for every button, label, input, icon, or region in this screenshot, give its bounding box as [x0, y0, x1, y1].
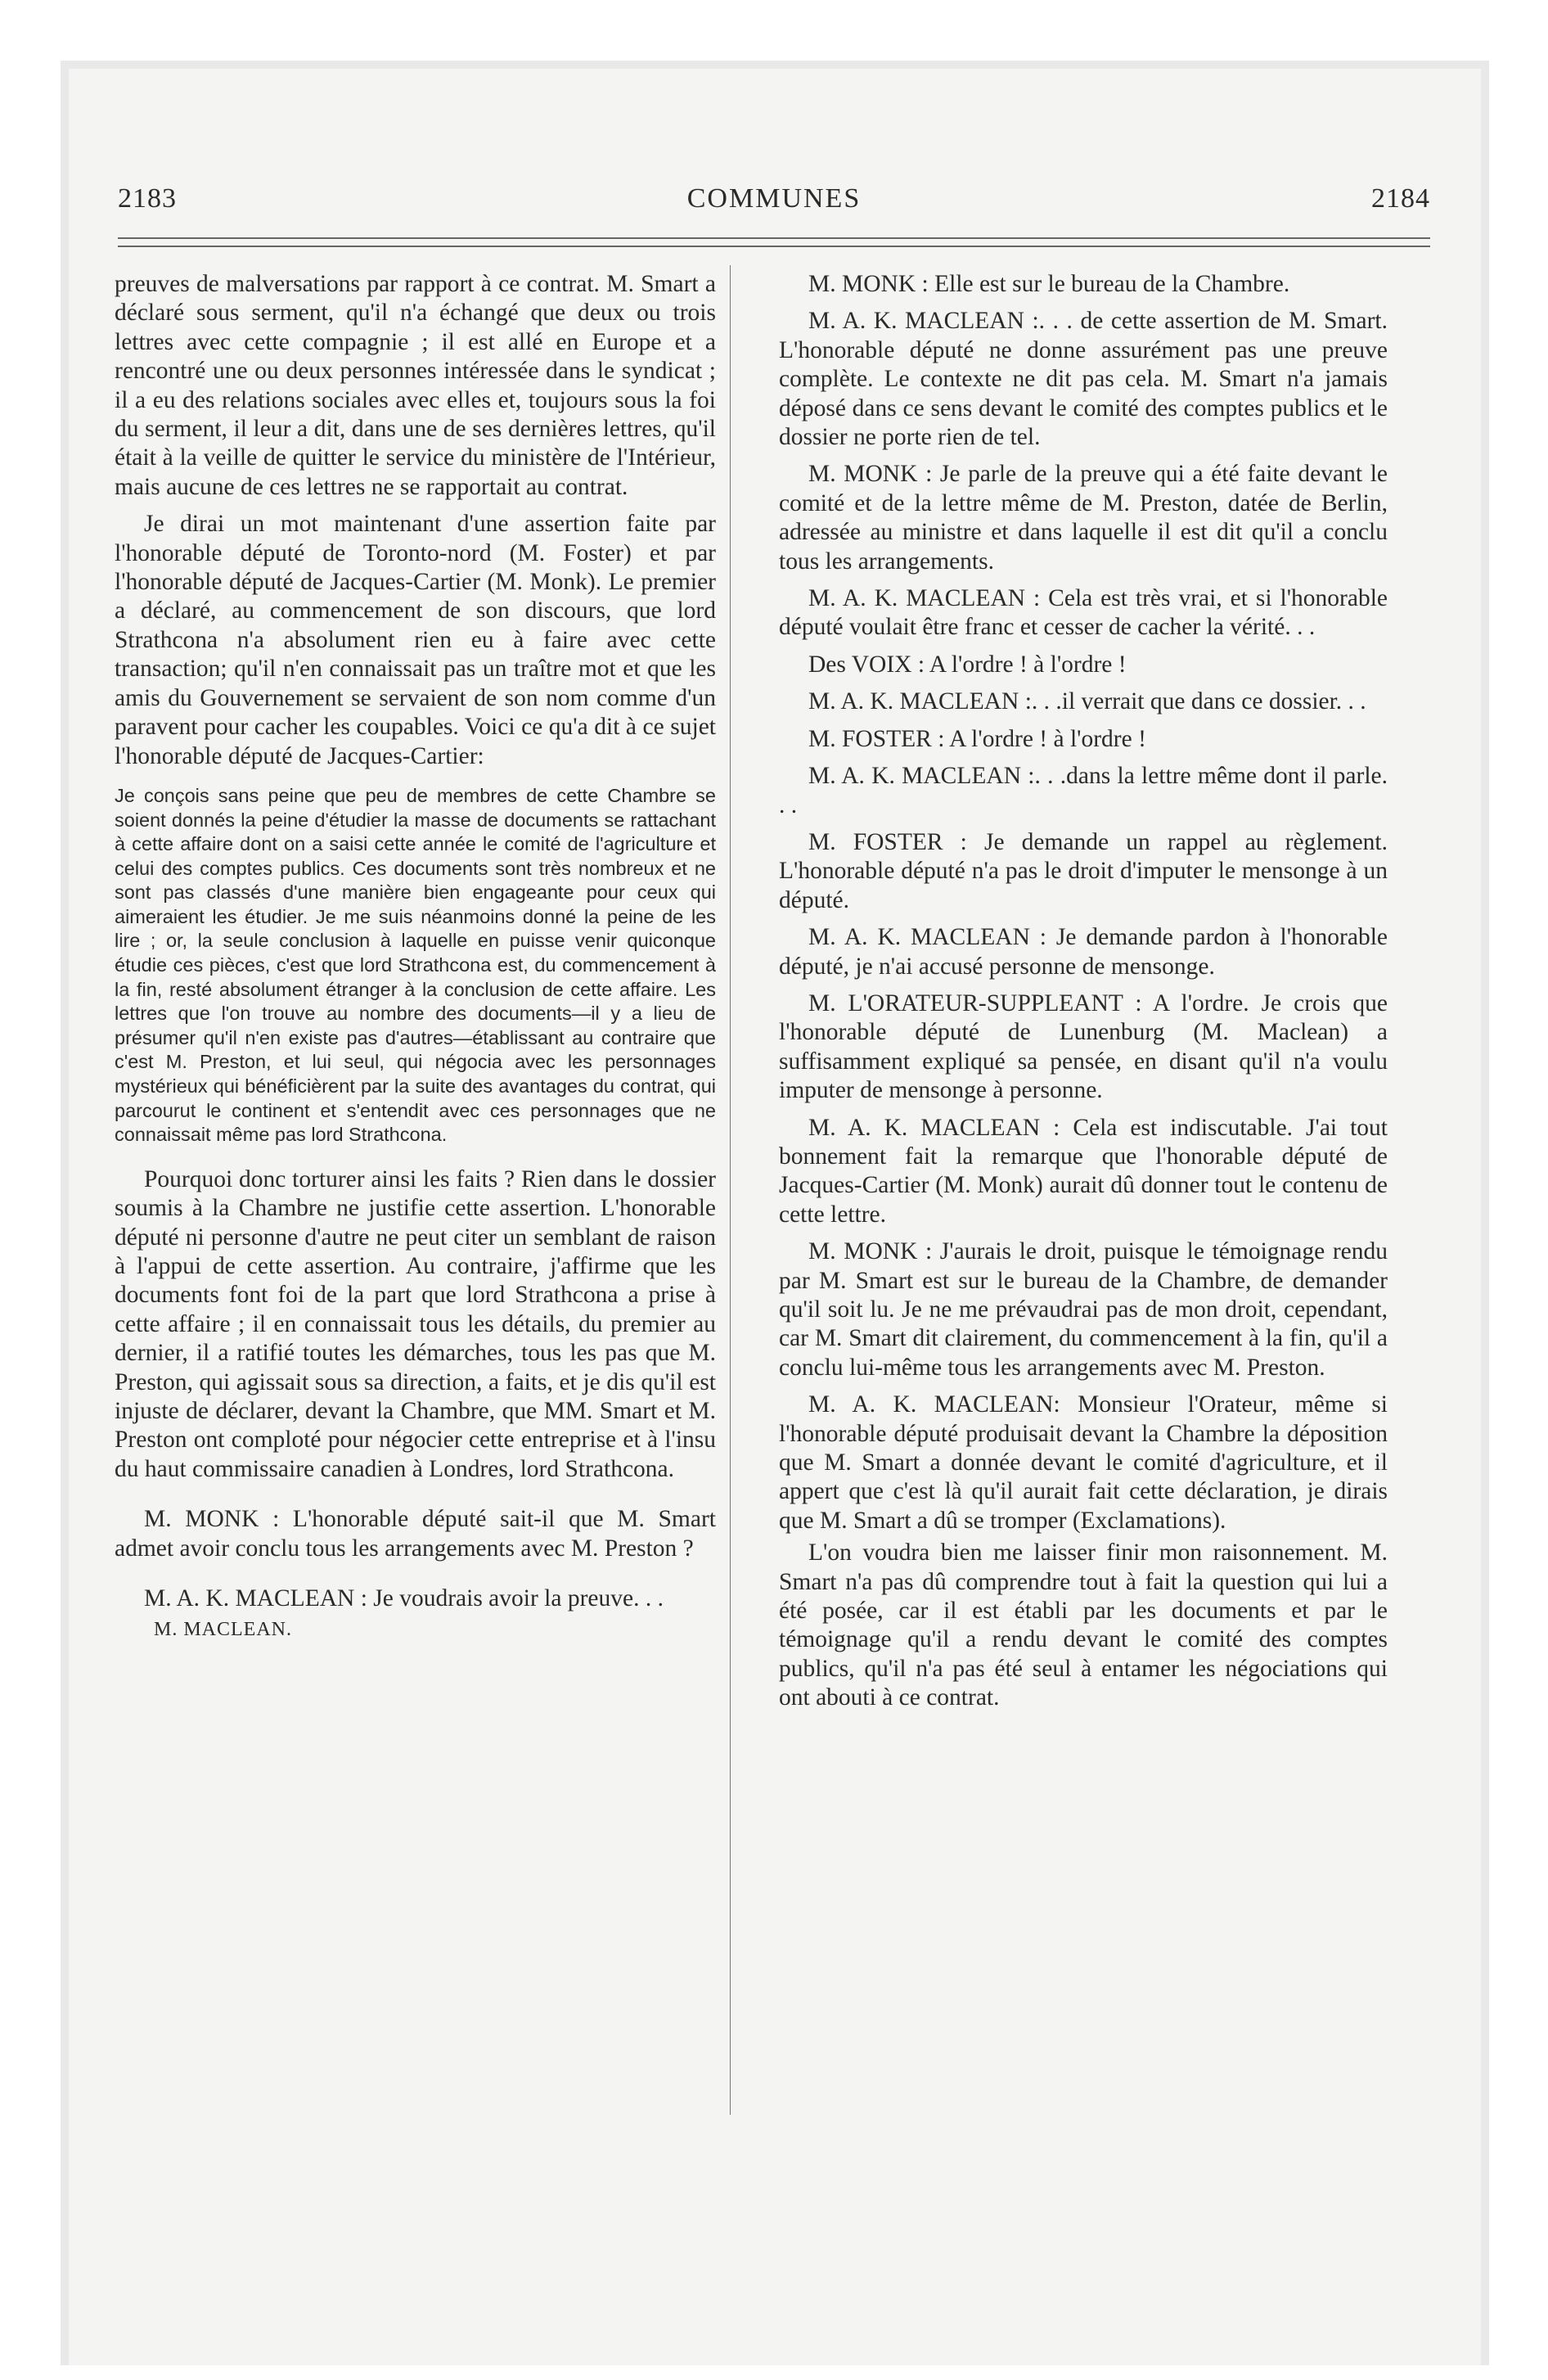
paragraph: M. A. K. MACLEAN : Je demande pardon à l'honorable député, je n'ai accusé personne de mensonge.: [779, 924, 1388, 980]
paragraph: M. A. K. MACLEAN :. . .il verrait que dans ce dossier. . .: [808, 688, 1366, 715]
paragraph: M. A. K. MACLEAN : Je voudrais avoir la preuve. . .: [144, 1585, 664, 1612]
paragraph: M. FOSTER : A l'ordre ! à l'ordre !: [808, 725, 1146, 752]
paragraph: M. A. K. MACLEAN : Cela est indiscutable. J'ai tout bonnement fait la remarque que l'honorable député de Jacques-Cartier (M. Monk) aurait dû donner tout le contenu de cette lettre.: [779, 1114, 1388, 1228]
paragraph: Je dirai un mot maintenant d'une assertion faite par l'honorable député de Toronto-nord (M. Foster) et par l'honorable député de Jacques-Cartier (M. Monk). Le premier a déclaré, au commencement de son discours, que lord Strathcona n'a absolument rien eu à faire avec cette transaction; qu'il n'en connaissait pas un traître mot et que les amis du Gouvernement se servaient de son nom comme d'un paravent pour cacher les coupables. Voici ce qu'a dit à ce sujet l'honorable député de Jacques-Cartier:: [115, 511, 716, 769]
paragraph: M. A. K. MACLEAN : Cela est très vrai, et si l'honorable député voulait être franc et cesser de cacher la vérité. . .: [779, 585, 1388, 641]
paragraph: M. L'ORATEUR-SUPPLEANT : A l'ordre. Je crois que l'honorable député de Lunenburg (M. Maclean) a suffisamment expliqué sa pensée, en disant qu'il n'a voulu imputer de mensonge à personne.: [779, 989, 1388, 1104]
column-divider: [730, 265, 731, 2115]
page-number-left: 2183: [118, 183, 177, 214]
paragraph: M. A. K. MACLEAN :. . . de cette assertion de M. Smart. L'honorable député ne donne assurément pas une preuve complète. Le contexte ne dit pas cela. M. Smart n'a jamais déposé dans ce sens devant le comité des comptes publics et le dossier ne porte rien de tel.: [779, 308, 1388, 451]
header-rule: [118, 237, 1430, 247]
paragraph: preuves de malversations par rapport à ce contrat. M. Smart a déclaré sous serment, qu'il n'a échangé que deux ou trois lettres avec cette compagnie ; il est allé en Europe et a rencontré une ou deux personnes intéressée dans le syndicat ; il a eu des relations sociales avec elles et, toujours sous la foi du serment, il leur a dit, dans une de ses dernières lettres, qu'il était à la veille de quitter le service du ministère de l'Intérieur, mais aucune de ces lettres ne se rapportait au contrat.: [115, 271, 716, 500]
speaker-signature: M. MACLEAN.: [154, 1618, 293, 1640]
running-head: COMMUNES: [686, 183, 862, 214]
paragraph: M. MONK : L'honorable député sait-il que M. Smart admet avoir conclu tous les arrangements avec M. Preston ?: [115, 1506, 716, 1562]
paragraph: M. A. K. MACLEAN :. . .dans la lettre même dont il parle. . .: [779, 763, 1388, 818]
paragraph: M. MONK : J'aurais le droit, puisque le témoignage rendu par M. Smart est sur le bureau de la Chambre, de demander qu'il soit lu. Je ne me prévaudrai pas de mon droit, cependant, car M. Smart dit clairement, du commencement à la fin, qu'il a conclu lui-même tous les arrangements avec M. Preston.: [779, 1238, 1388, 1381]
block-quote: Je conçois sans peine que peu de membres de cette Chambre se soient donnés la peine d'étudier la masse de documents se rattachant à cette affaire dont on a saisi cette année le comité de l'agriculture et celui des comptes publics. Ces documents sont très nombreux et ne sont pas classés d'une manière bien engageante pour ceux qui aimeraient les étudier. Je me suis néanmoins donné la peine de les lire ; or, la seule conclusion à laquelle en puisse venir quiconque étudie ces pièces, c'est que lord Strathcona est, du commencement à la fin, resté absolument étranger à la conclusion de cette affaire. Les lettres que l'on trouve au nombre des documents—il y a lieu de présumer qu'il n'en existe pas d'autres—établissant au contraire que c'est M. Preston, et lui seul, qui négocia avec les personnages mystérieux qui bénéficièrent par la suite des avantages du contrat, qui parcourut le continent et s'entendit avec ces personnages que ne connaissait même pas lord Strathcona.: [115, 784, 716, 1146]
document-page: [69, 69, 1481, 2365]
paragraph: Pourquoi donc torturer ainsi les faits ? Rien dans le dossier soumis à la Chambre ne justifie cette assertion. L'honorable député ni personne d'autre ne peut citer un semblant de raison à l'appui de cette assertion. Au contraire, j'affirme que les documents font foi de la part que lord Strathcona a prise à cette affaire ; il en connaissait tous les détails, du premier au dernier, il a ratifié toutes les démarches, tous les pas que M. Preston, qui agissait sous sa direction, a faits, et je dis qu'il est injuste de déclarer, devant la Chambre, que MM. Smart et M. Preston ont comploté pour négocier cette entreprise et à l'insu du haut commissaire canadien à Londres, lord Strathcona.: [115, 1165, 716, 1482]
paragraph: L'on voudra bien me laisser finir mon raisonnement. M. Smart n'a pas dû comprendre tout à fait la question qui lui a été posée, car il est établi par les documents et par le témoignage qu'il a rendu devant le comité des comptes publics, qu'il n'a pas été seul à entamer les négociations qui ont abouti à ce contrat.: [779, 1539, 1388, 1711]
paragraph: M. MONK : Je parle de la preuve qui a été faite devant le comité et de la lettre même de M. Preston, datée de Berlin, adressée au ministre et dans laquelle il est dit qu'il a conclu tous les arrangements.: [779, 461, 1388, 575]
paragraph: M. MONK : Elle est sur le bureau de la Chambre.: [808, 271, 1290, 297]
paragraph: Des VOIX : A l'ordre ! à l'ordre !: [808, 651, 1127, 678]
paragraph: M. FOSTER : Je demande un rappel au règlement. L'honorable député n'a pas le droit d'imputer le mensonge à un député.: [779, 828, 1388, 913]
paragraph: M. A. K. MACLEAN: Monsieur l'Orateur, même si l'honorable député produisait devant la Chambre la déposition que M. Smart a donnée devant le comité d'agriculture, et il appert que c'est là qu'il aurait fait cette déclaration, je dirais que M. Smart a dû se tromper (Exclamations).: [779, 1391, 1388, 1534]
left-column: [115, 270, 716, 1644]
page-header: [118, 183, 1430, 232]
right-column: [779, 270, 1388, 1713]
page-number-right: 2184: [1371, 183, 1430, 214]
